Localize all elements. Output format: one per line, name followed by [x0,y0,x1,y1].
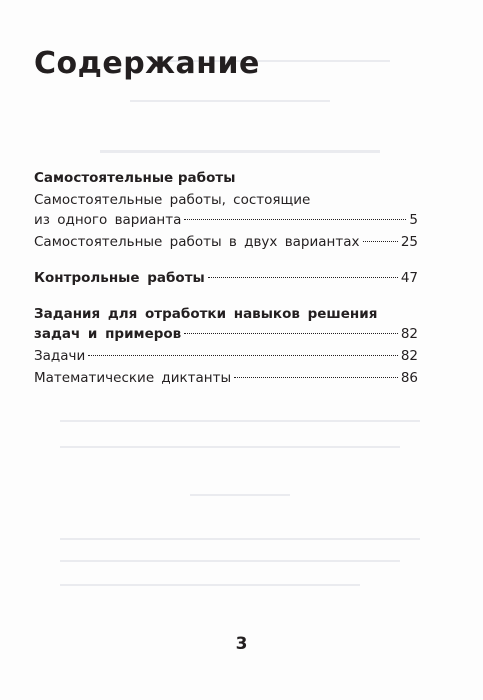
dot-leader [184,333,398,334]
toc-entry[interactable] [34,232,418,252]
toc-section-heading: Самостоятельные работы [34,170,236,186]
toc-page-number: 5 [409,212,418,228]
toc-entry-text: Математические диктанты [34,370,232,386]
toc-entry-text: Самостоятельные работы в двух вариантах [34,234,360,250]
toc-entry[interactable] [34,346,418,366]
toc-entry[interactable] [34,268,418,288]
toc-entry-text: Задачи [34,348,86,364]
dot-leader [184,219,406,220]
toc-entry[interactable] [34,368,418,388]
toc-page-number: 82 [400,348,418,364]
show-through-line [130,100,330,102]
show-through-line [60,538,420,540]
table-of-contents [34,168,418,388]
toc-entry-text: из одного варианта [34,212,182,228]
dot-leader [234,377,398,378]
dot-leader [363,241,398,242]
toc-section-heading: Задания для отработки навыков решения [34,306,378,322]
toc-page-number: 25 [400,234,418,250]
show-through-line [190,494,290,496]
toc-entry[interactable] [34,304,418,344]
toc-page-number: 86 [400,370,418,386]
show-through-line [60,584,360,586]
show-through-line [60,446,400,448]
page-number: 3 [235,634,248,654]
toc-entry[interactable] [34,190,418,230]
dot-leader [208,277,398,278]
show-through-line [60,560,400,562]
toc-page-number: 82 [400,326,418,342]
toc-page-number: 47 [400,270,418,286]
page-title: Содержание [34,46,260,81]
show-through-line [100,150,380,153]
show-through-line [60,420,420,422]
toc-entry-text: Самостоятельные работы, состоящие [34,192,311,208]
toc-section-heading: Контрольные работы [34,270,205,286]
toc-section-heading: задач и примеров [34,326,182,342]
dot-leader [88,355,398,356]
